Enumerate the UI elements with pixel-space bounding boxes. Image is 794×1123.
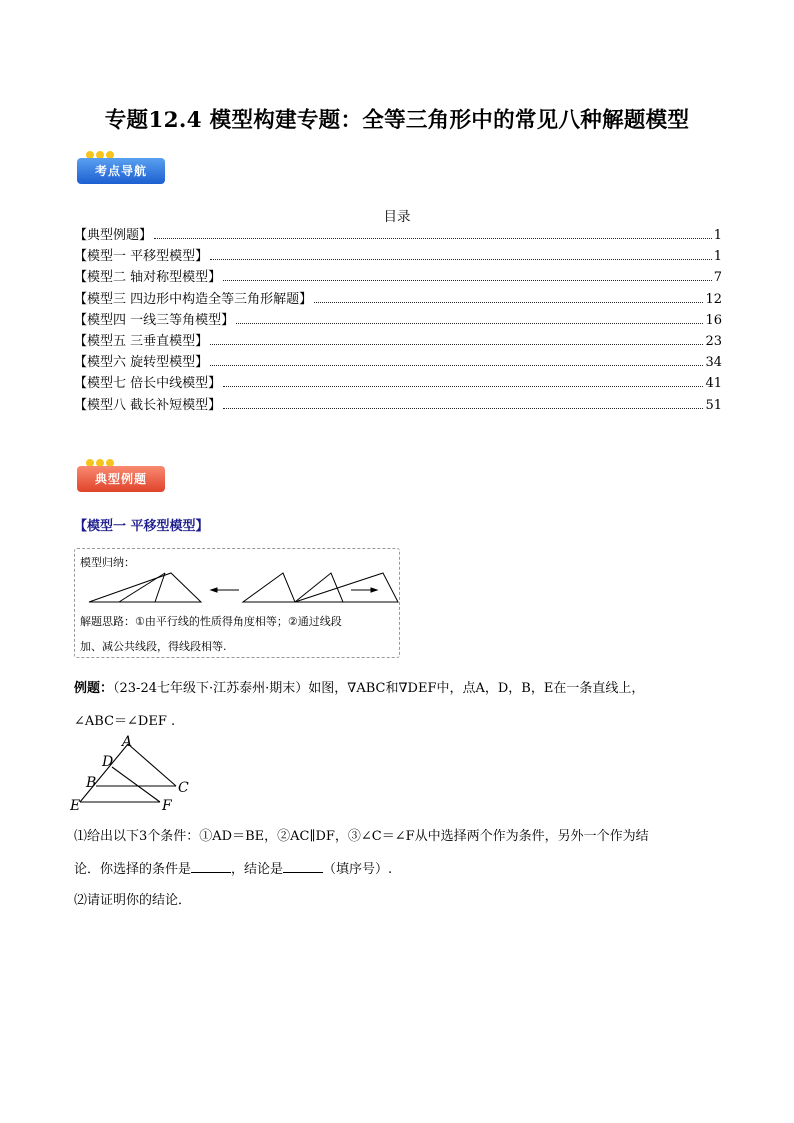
answer-blank[interactable] <box>191 860 231 873</box>
question-1-continued: 论．你选择的条件是 ，结论是 （填序号）. <box>74 862 393 877</box>
model-box-line: 解题思路：①由平行线的性质得角度相等；②通过线段 <box>80 615 342 628</box>
figure-label: B <box>86 775 97 791</box>
toc-item[interactable]: 【模型三 四边形中构造全等三角形解题】 12 <box>74 291 722 307</box>
toc-item[interactable]: 【模型四 一线三等角模型】 16 <box>74 312 722 328</box>
guide-badge: 考点导航 <box>77 158 165 184</box>
question-2: ⑵请证明你的结论． <box>74 893 192 908</box>
example-condition: ∠ABC＝∠DEF . <box>74 714 176 729</box>
model-summary-box <box>74 548 400 658</box>
example-paragraph: 例题：（23-24七年级下·江苏泰州·期末）如图，∇ABC和∇DEF中，点A，D，B，E在一条直线上， <box>74 681 645 696</box>
figure-label: C <box>178 780 189 796</box>
model-box-line: 加、减公共线段，得线段相等. <box>80 640 227 653</box>
page-title: 专题12.4 模型构建专题：全等三角形中的常见八种解题模型 <box>104 108 690 133</box>
model-box-title: 模型归纳： <box>80 556 135 569</box>
examples-badge: 典型例题 <box>77 466 165 492</box>
toc-item[interactable]: 【模型七 倍长中线模型】 41 <box>74 376 722 392</box>
table-of-contents <box>74 224 722 415</box>
example-label: 例题： <box>74 681 114 696</box>
section-title: 【模型一 平移型模型】 <box>74 519 209 534</box>
toc-heading: 目录 <box>383 209 411 225</box>
question-1: ⑴给出以下3个条件：①AD＝BE，②AC∥DF，③∠C＝∠F从中选择两个作为条件，另外一个作为结 <box>74 829 649 844</box>
toc-item[interactable]: 【模型八 截长补短模型】 51 <box>74 397 722 413</box>
triangle-figure <box>68 734 198 814</box>
toc-item[interactable]: 【模型二 轴对称型模型】 7 <box>74 270 722 286</box>
answer-blank[interactable] <box>283 860 323 873</box>
toc-item[interactable]: 【模型五 三垂直模型】 23 <box>74 333 722 349</box>
toc-item[interactable]: 【典型例题】 1 <box>74 228 722 243</box>
figure-label: A <box>122 734 133 750</box>
figure-label: D <box>102 754 114 770</box>
figure-label: F <box>162 798 172 814</box>
toc-item[interactable]: 【模型一 平移型模型】 1 <box>74 249 722 265</box>
toc-item[interactable]: 【模型六 旋转型模型】 34 <box>74 355 722 371</box>
figure-label: E <box>70 798 81 814</box>
